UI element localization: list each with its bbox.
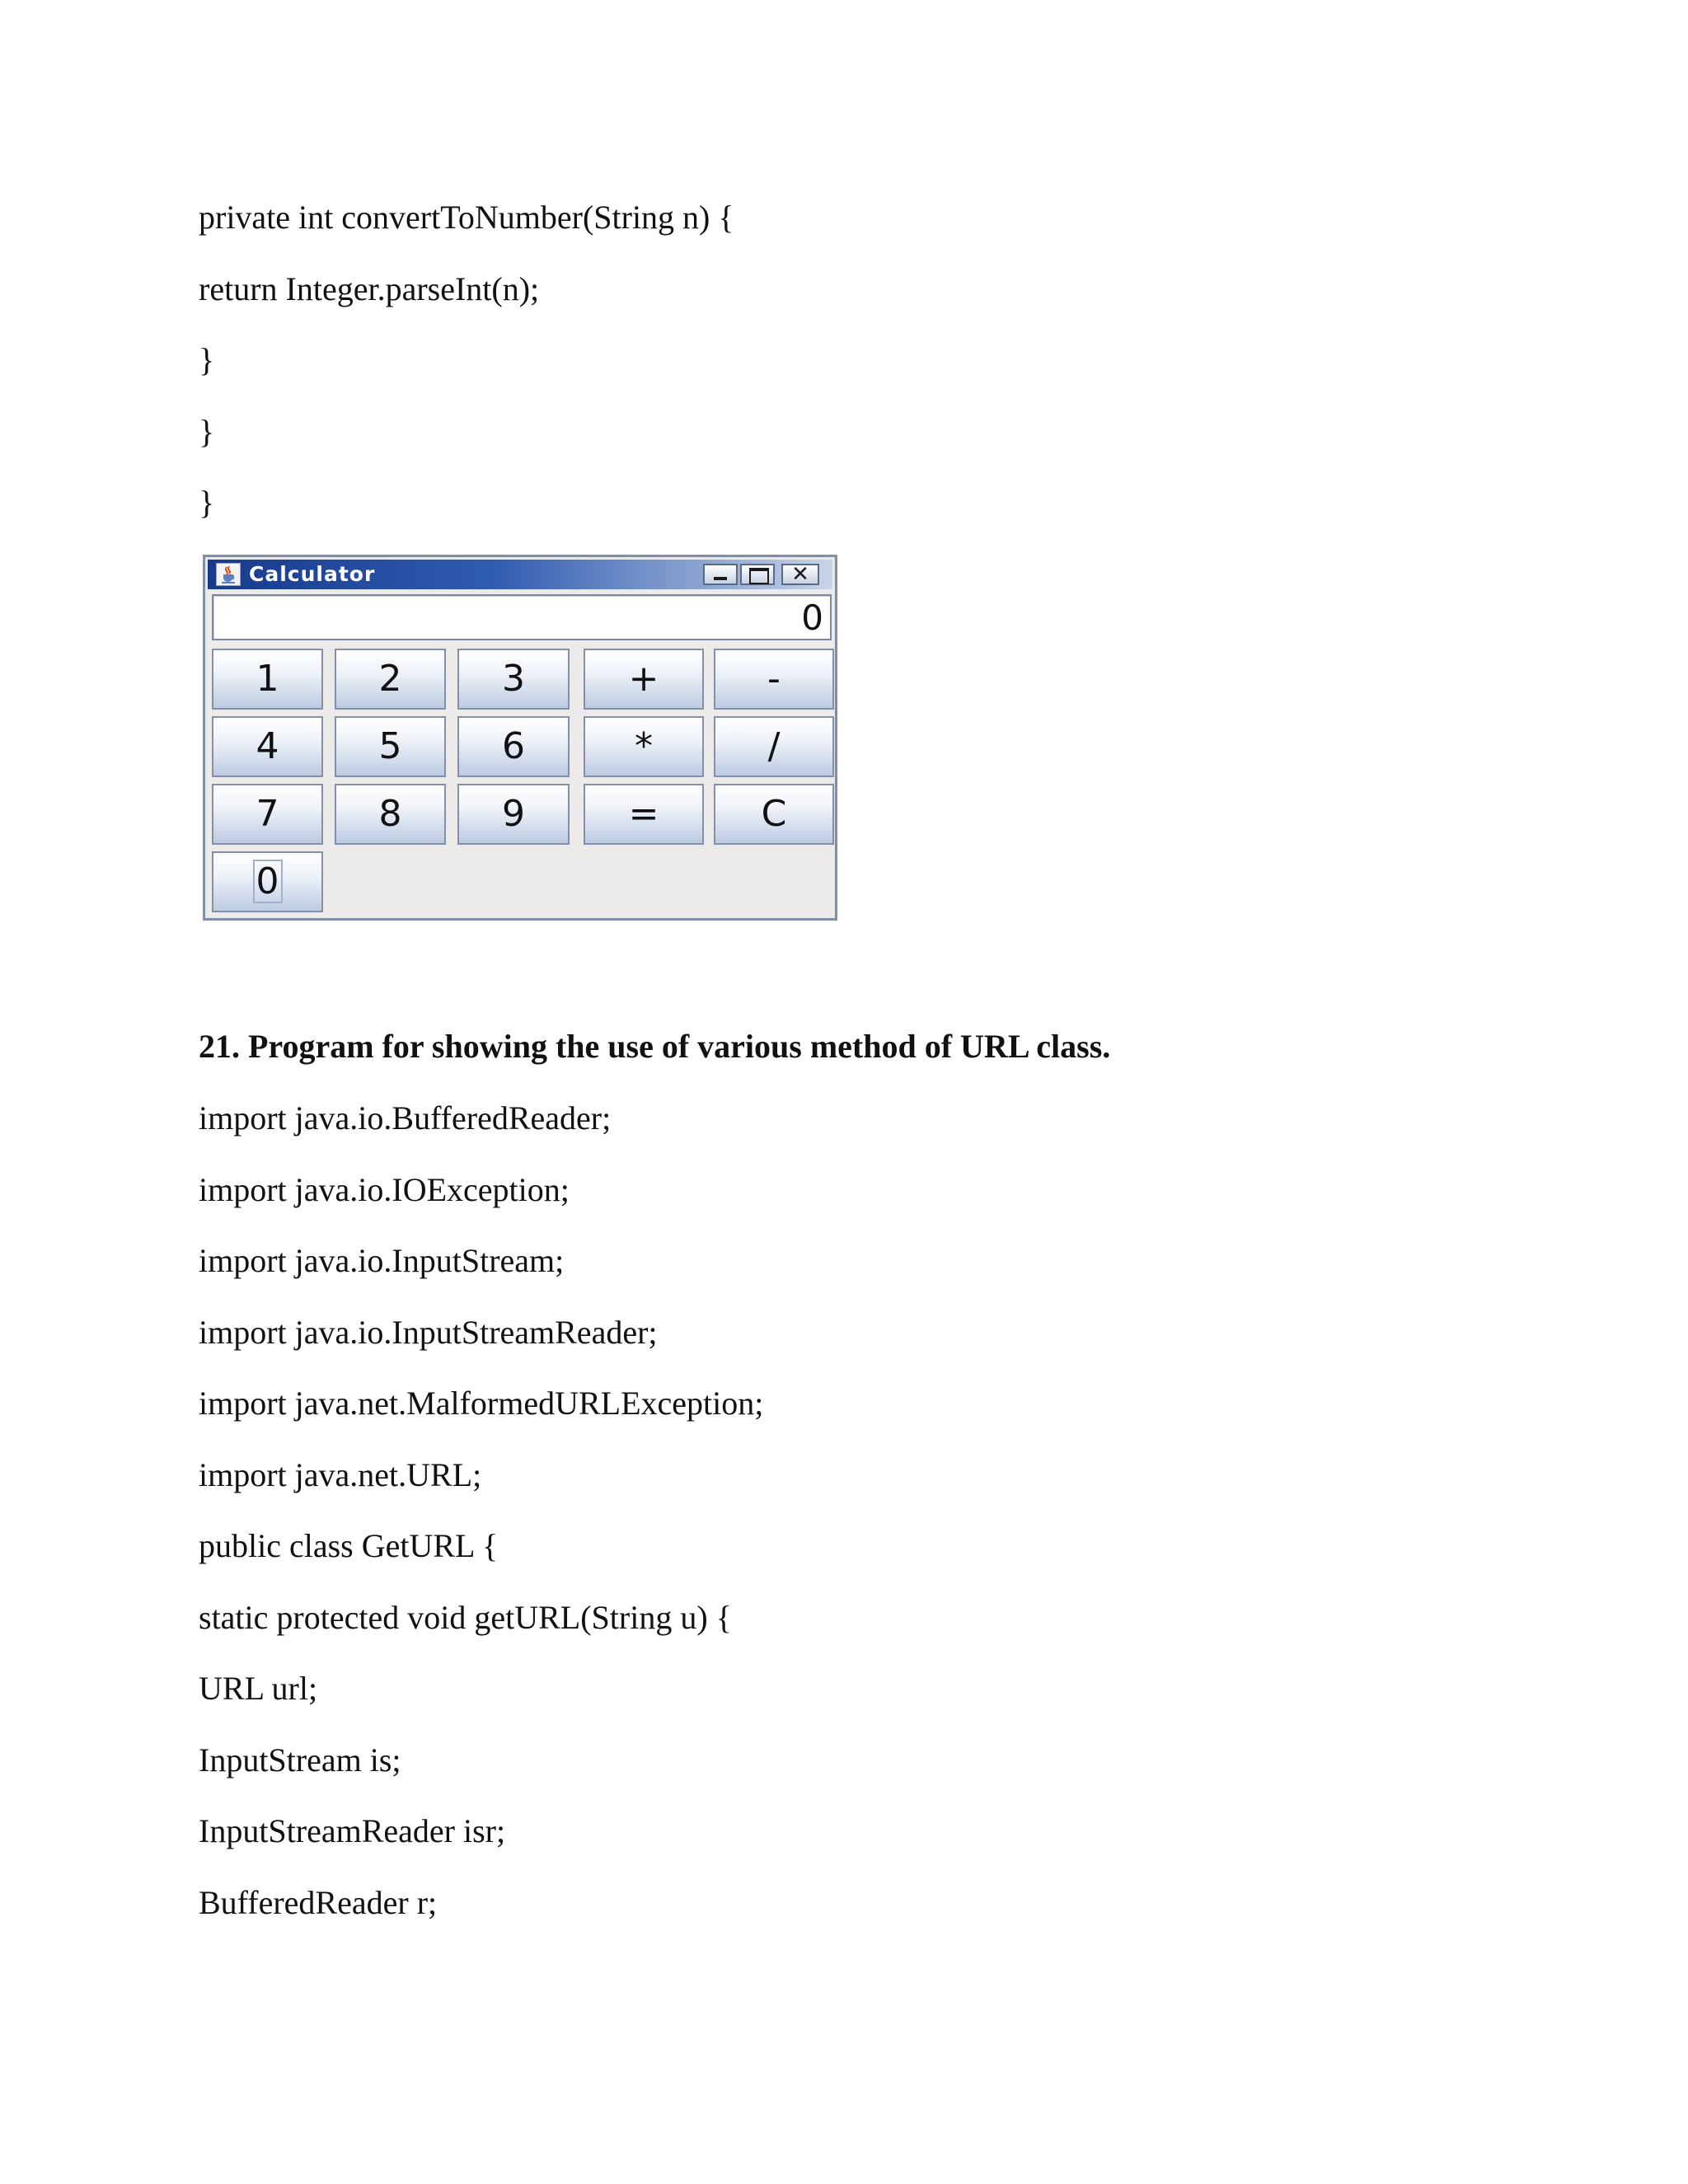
- code-line: import java.io.BufferedReader;: [199, 1099, 612, 1137]
- calculator-window: [203, 555, 837, 921]
- key-1[interactable]: 1: [212, 649, 323, 710]
- maximize-button[interactable]: [740, 564, 775, 585]
- code-line: import java.io.InputStream;: [199, 1242, 565, 1279]
- code-line: }: [199, 341, 215, 378]
- window-titlebar[interactable]: [208, 560, 832, 589]
- code-line: private int convertToNumber(String n) {: [199, 199, 734, 236]
- code-line: URL url;: [199, 1670, 318, 1707]
- key-4[interactable]: 4: [212, 716, 323, 777]
- java-cup-icon: [216, 563, 241, 586]
- close-button[interactable]: [781, 564, 819, 585]
- section-heading: 21. Program for showing the use of various method of URL class.: [199, 1028, 1111, 1065]
- code-line: import java.io.IOException;: [199, 1171, 570, 1208]
- key-2[interactable]: 2: [335, 649, 446, 710]
- key-clear[interactable]: C: [714, 784, 834, 845]
- code-line: InputStreamReader isr;: [199, 1812, 506, 1849]
- key-multiply[interactable]: *: [584, 716, 704, 777]
- maximize-icon: [749, 568, 769, 584]
- key-7[interactable]: 7: [212, 784, 323, 845]
- display-value: 0: [801, 598, 823, 638]
- key-minus[interactable]: -: [714, 649, 834, 710]
- code-line: import java.net.MalformedURLException;: [199, 1385, 764, 1422]
- key-equals[interactable]: =: [584, 784, 704, 845]
- key-plus[interactable]: +: [584, 649, 704, 710]
- window-title: Calculator: [249, 562, 376, 586]
- code-line: return Integer.parseInt(n);: [199, 270, 540, 307]
- code-line: public class GetURL {: [199, 1527, 499, 1564]
- key-9[interactable]: 9: [457, 784, 570, 845]
- code-line: static protected void getURL(String u) {: [199, 1599, 732, 1636]
- code-line: }: [199, 413, 215, 450]
- code-line: import java.net.URL;: [199, 1456, 482, 1493]
- calculator-display[interactable]: [212, 594, 832, 640]
- code-line: }: [199, 484, 215, 521]
- minimize-button[interactable]: [703, 564, 738, 585]
- minimize-icon: [714, 577, 727, 580]
- key-6[interactable]: 6: [457, 716, 570, 777]
- key-3[interactable]: 3: [457, 649, 570, 710]
- key-8[interactable]: 8: [335, 784, 446, 845]
- key-0[interactable]: 0: [212, 851, 323, 912]
- close-icon: ✕: [791, 562, 809, 587]
- code-line: InputStream is;: [199, 1741, 401, 1779]
- code-line: BufferedReader r;: [199, 1884, 438, 1921]
- code-line: import java.io.InputStreamReader;: [199, 1314, 658, 1351]
- key-divide[interactable]: /: [714, 716, 834, 777]
- key-5[interactable]: 5: [335, 716, 446, 777]
